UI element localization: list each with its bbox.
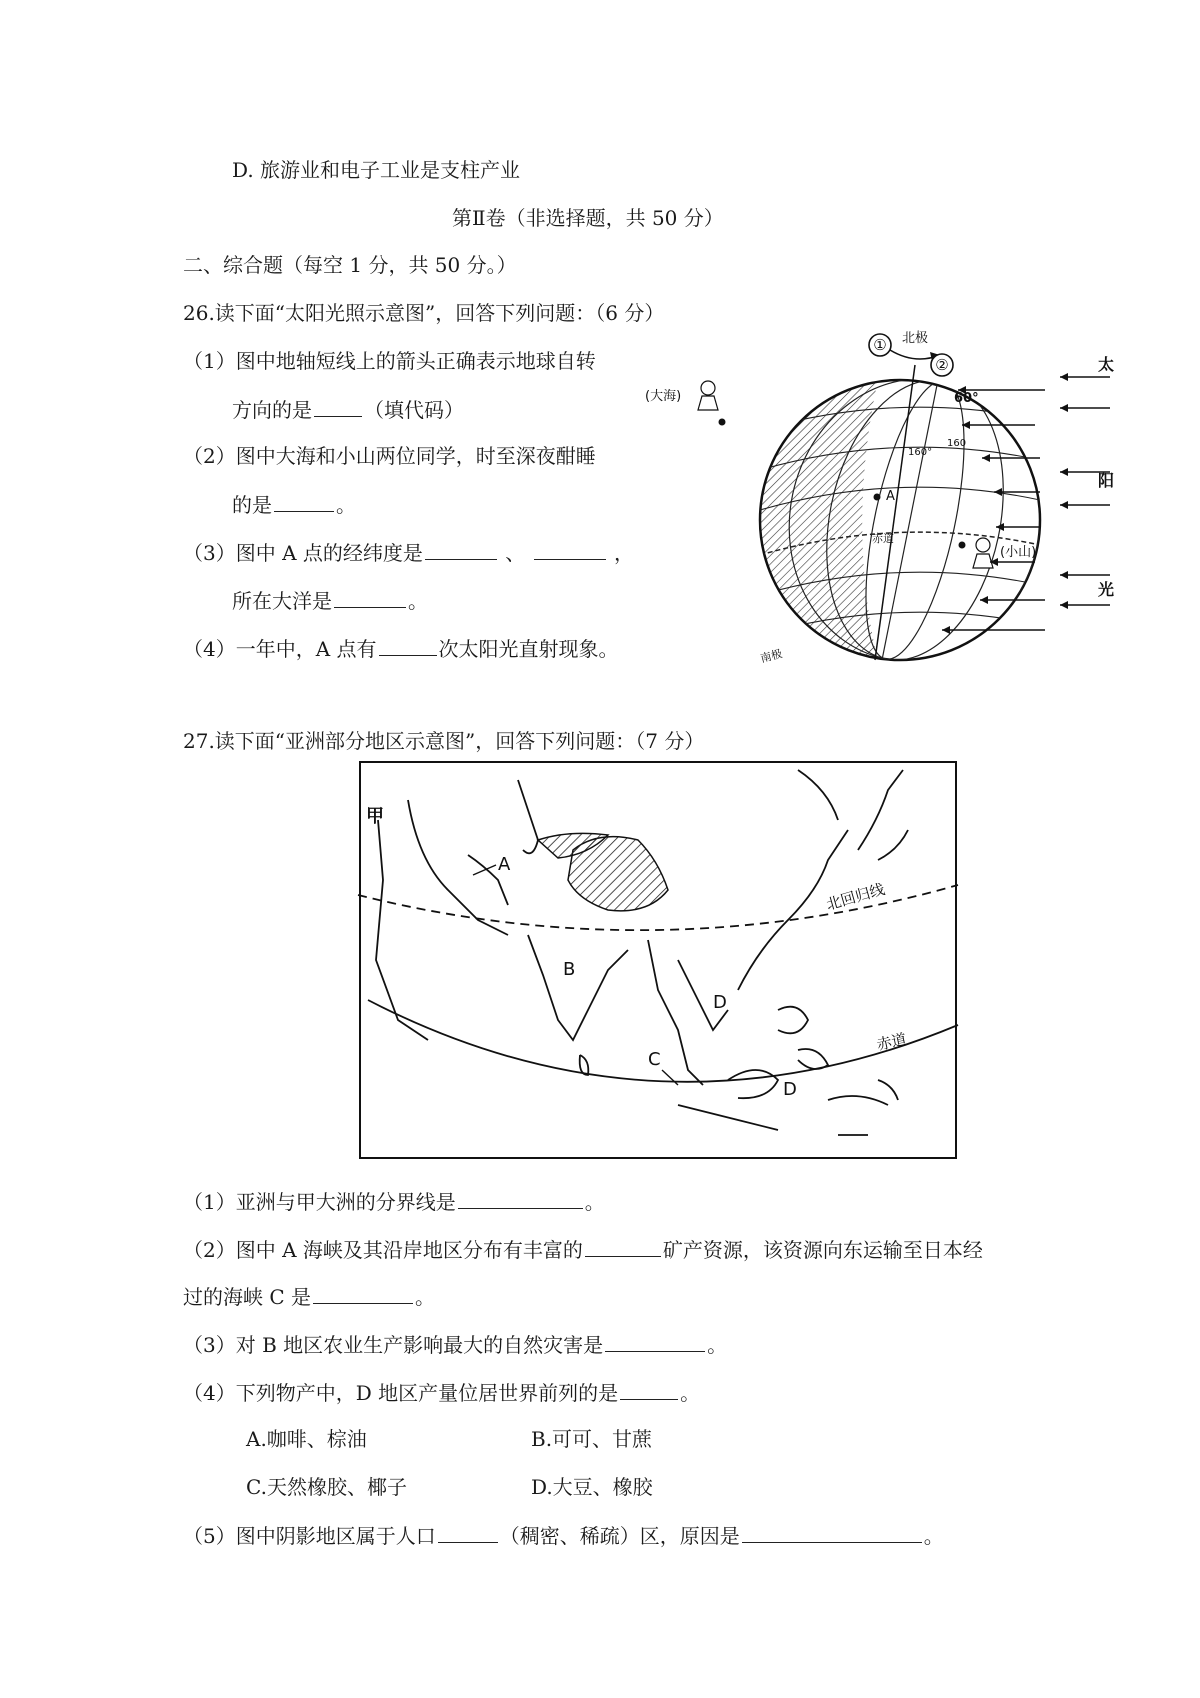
q27-p2-line2 <box>183 1281 435 1312</box>
answer-blank[interactable] <box>274 489 334 512</box>
q26-p4-pre: （4）一年中，A 点有 <box>183 637 377 661</box>
q27-p2b-pre: 过的海峡 C 是 <box>183 1285 312 1309</box>
q27-option-c: C.天然橡胶、椰子 <box>246 1475 407 1499</box>
answer-blank[interactable] <box>314 394 362 417</box>
map-frame <box>360 762 956 1158</box>
equator-label: 赤道 <box>872 532 894 545</box>
answer-blank[interactable] <box>425 537 497 560</box>
q27-option-d: D.大豆、橡胶 <box>531 1475 653 1499</box>
label-d-islands: D <box>783 1079 797 1100</box>
xiaoshan-dot <box>959 542 966 549</box>
answer-blank[interactable] <box>534 537 606 560</box>
section-title: 第Ⅱ卷（非选择题，共 50 分） <box>452 206 724 230</box>
sun-ray-arrowheads <box>942 373 1068 634</box>
q26-p3-post: ， <box>613 541 634 565</box>
sun-label-1: 太 <box>1098 355 1115 374</box>
sun-rays <box>942 377 1110 630</box>
q27-p1 <box>183 1186 605 1217</box>
q27-p1-post: 。 <box>584 1190 605 1214</box>
q26-p1-line2 <box>232 394 464 425</box>
q26-p3-line1 <box>183 537 634 568</box>
answer-blank[interactable] <box>585 1234 661 1257</box>
part-heading: 二、综合题（每空 1 分，共 50 分。） <box>183 253 517 277</box>
deg160a-label: 160° <box>908 447 933 458</box>
xiaoshan-figure-icon <box>973 538 993 568</box>
label-d-mainland: D <box>713 992 727 1013</box>
answer-blank[interactable] <box>379 633 437 656</box>
q27-option-a: A.咖啡、棕油 <box>246 1427 367 1451</box>
q26-p2-post: 。 <box>336 493 356 517</box>
q27-p3 <box>183 1329 727 1360</box>
answer-blank[interactable] <box>605 1329 705 1352</box>
tropic-label: 北回归线 <box>824 879 887 914</box>
q26-p1-pre: 方向的是 <box>232 398 312 422</box>
asia-map <box>358 760 958 1160</box>
q27-p5-post: 。 <box>923 1524 944 1548</box>
marker-2-label: ② <box>935 356 949 374</box>
q27-p4-pre: （4）下列物产中，D 地区产量位居世界前列的是 <box>183 1381 619 1405</box>
label-a: A <box>498 854 511 875</box>
label-c: C <box>648 1049 661 1070</box>
q27-p2-pre: （2）图中 A 海峡及其沿岸地区分布有丰富的 <box>183 1238 583 1262</box>
dahai-figure-icon <box>698 381 718 410</box>
q26-p4-post: 次太阳光直射现象。 <box>438 637 619 661</box>
q27-p5 <box>183 1520 944 1551</box>
xiaoshan-label: (小山) <box>1000 545 1037 560</box>
q26-p1-post: （填代码） <box>364 398 464 422</box>
q26-p3-pre: （3）图中 A 点的经纬度是 <box>183 541 423 565</box>
q26-stem: 26.读下面“太阳光照示意图”，回答下列问题：（6 分） <box>183 301 665 325</box>
deg60-label: 60° <box>954 391 979 406</box>
asia-map-svg <box>358 760 958 1160</box>
q26-p3-line2 <box>232 585 428 616</box>
q26-p3b-post: 。 <box>408 589 428 613</box>
jia-label: 甲 <box>366 806 384 827</box>
sunlight-diagram-svg <box>645 330 1140 670</box>
answer-blank[interactable] <box>313 1281 413 1304</box>
q26-p3b-pre: 所在大洋是 <box>232 589 332 613</box>
answer-blank[interactable] <box>438 1520 498 1543</box>
north-pole-label: 北极 <box>902 331 929 346</box>
deg160b-label: 160 <box>947 438 967 449</box>
q27-p2b-post: 。 <box>415 1285 436 1309</box>
label-b: B <box>563 959 576 980</box>
equator-label: 赤道 <box>875 1030 909 1054</box>
south-pole-label: 南极 <box>759 647 784 666</box>
q27-p3-post: 。 <box>707 1333 728 1357</box>
dahai-label: (大海) <box>645 389 682 404</box>
q27-p4-post: 。 <box>680 1381 701 1405</box>
q27-p4 <box>183 1377 700 1408</box>
sun-label-2: 阳 <box>1098 471 1115 490</box>
q26-p2-line1: （2）图中大海和小山两位同学，时至深夜酣睡 <box>183 444 596 468</box>
q27-p5-mid: （稠密、稀疏）区，原因是 <box>499 1524 740 1548</box>
q26-p2-line2 <box>232 489 356 520</box>
q27-stem: 27.读下面“亚洲部分地区示意图”，回答下列问题：（7 分） <box>183 729 705 753</box>
sun-label-3: 光 <box>1098 580 1115 599</box>
marker-1-label: ① <box>873 336 887 354</box>
q26-p3-sep: 、 <box>505 541 526 565</box>
point-a-label: A <box>886 489 895 504</box>
q27-p3-pre: （3）对 B 地区农业生产影响最大的自然灾害是 <box>183 1333 604 1357</box>
q27-p2-post: 矿产资源，该资源向东运输至日本经 <box>662 1238 983 1262</box>
sunlight-diagram <box>645 330 1140 670</box>
q27-p2-line1 <box>183 1234 983 1265</box>
option-d: D. 旅游业和电子工业是支柱产业 <box>232 158 521 182</box>
q26-p4 <box>183 633 619 664</box>
q27-p1-pre: （1）亚洲与甲大洲的分界线是 <box>183 1190 456 1214</box>
dahai-dot <box>719 419 726 426</box>
answer-blank[interactable] <box>620 1377 678 1400</box>
earth-axis <box>875 365 915 660</box>
q26-p1-line1: （1）图中地轴短线上的箭头正确表示地球自转 <box>183 349 596 373</box>
answer-blank[interactable] <box>742 1520 922 1543</box>
night-side <box>730 330 890 670</box>
q27-option-b: B.可可、甘蔗 <box>531 1427 653 1451</box>
point-a-dot <box>874 494 881 501</box>
answer-blank[interactable] <box>458 1186 583 1209</box>
q27-p5-pre: （5）图中阴影地区属于人口 <box>183 1524 436 1548</box>
q26-p2-pre: 的是 <box>232 493 272 517</box>
answer-blank[interactable] <box>334 585 406 608</box>
